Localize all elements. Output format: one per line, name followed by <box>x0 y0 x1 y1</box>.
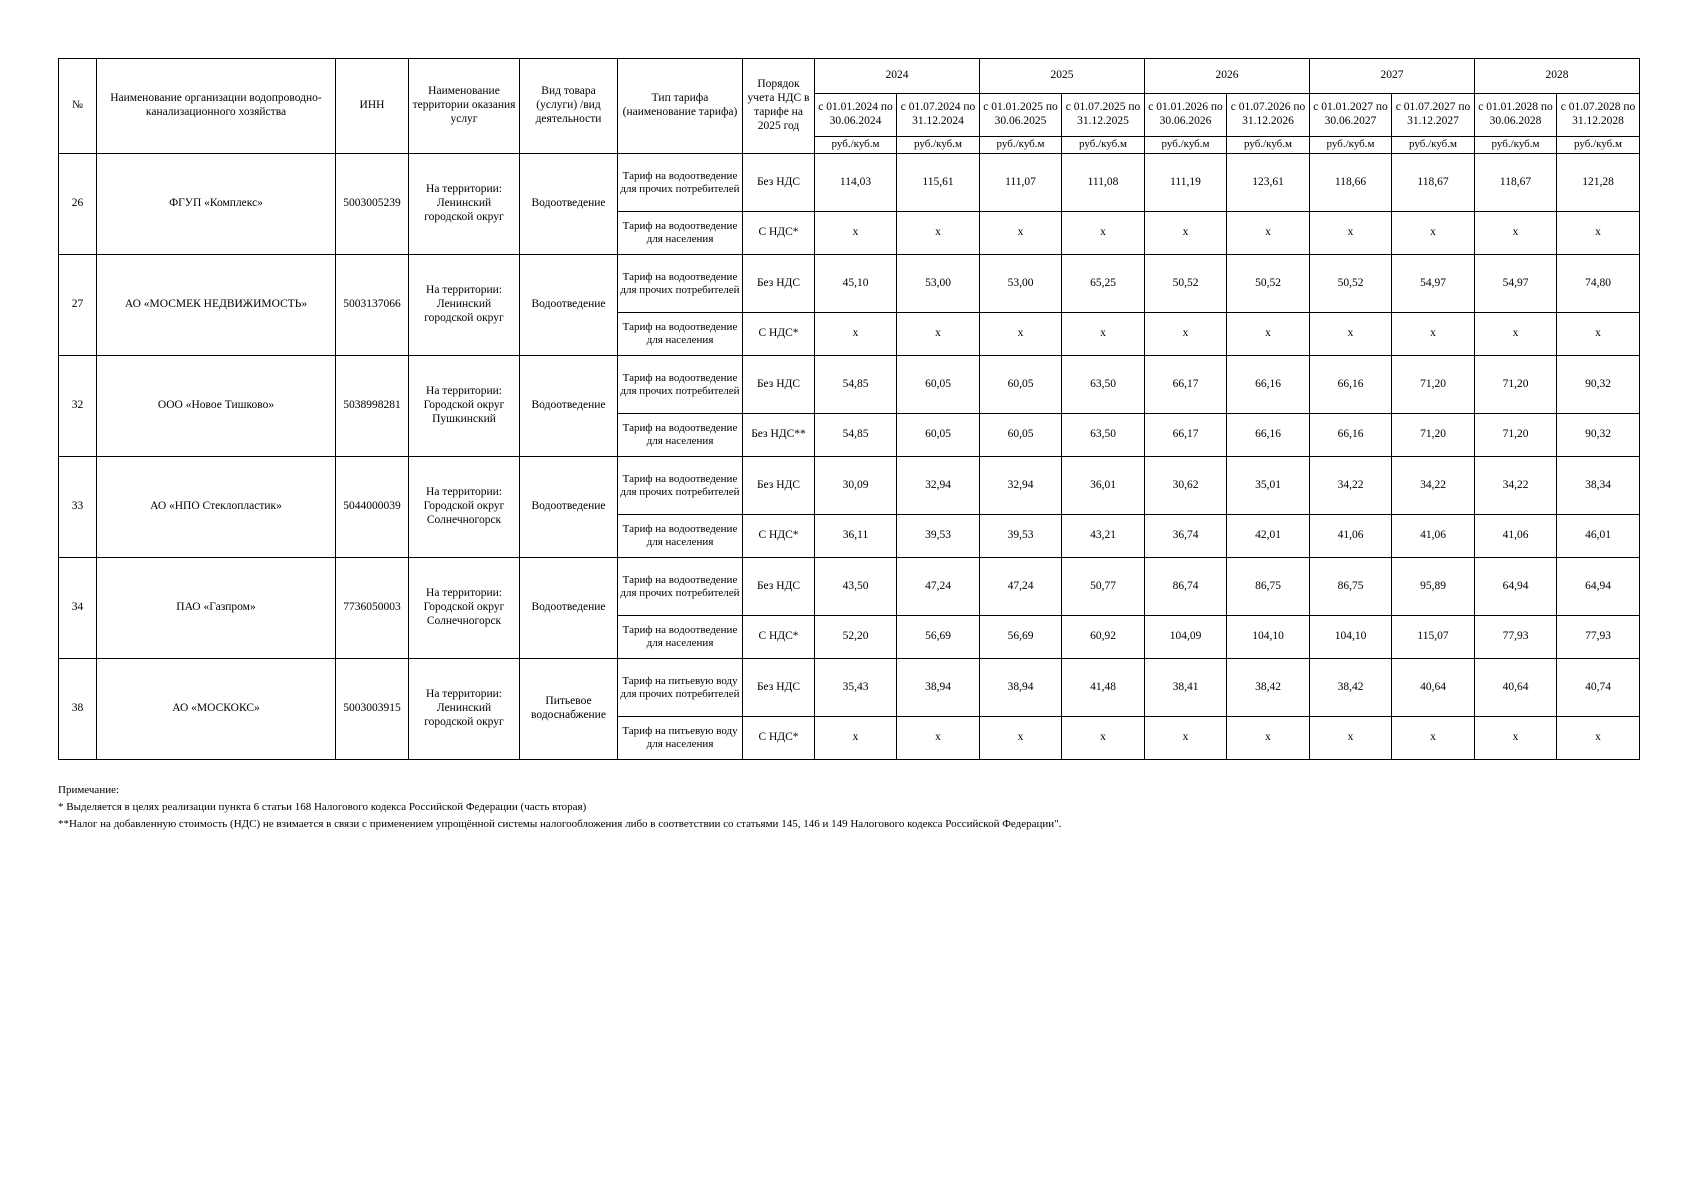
tariff-value: 36,11 <box>815 515 897 558</box>
tariff-value: 38,42 <box>1227 659 1310 717</box>
tariff-type: Тариф на водоотведение для прочих потребителей <box>618 558 743 616</box>
header-year: 2024 <box>815 59 980 94</box>
header-period: с 01.07.2025 по 31.12.2025 <box>1062 94 1145 137</box>
tariff-value: 52,20 <box>815 616 897 659</box>
tariff-value: 115,61 <box>897 154 980 212</box>
header-unit: руб./куб.м <box>1557 137 1640 154</box>
tariff-value: 47,24 <box>980 558 1062 616</box>
table-body <box>59 154 1640 760</box>
tariff-type: Тариф на водоотведение для населения <box>618 515 743 558</box>
note-line: * Выделяется в целях реализации пункта 6 статьи 168 Налогового кодекса Российской Федерации (часть вторая) <box>58 801 587 813</box>
tariff-value: 54,85 <box>815 414 897 457</box>
header-period: с 01.07.2026 по 31.12.2026 <box>1227 94 1310 137</box>
tariff-value: х <box>815 212 897 255</box>
tariff-value: 64,94 <box>1557 558 1640 616</box>
territory: На территории: Ленинский городской округ <box>409 659 520 760</box>
row-num: 27 <box>59 255 97 356</box>
goods-type: Водоотведение <box>520 356 618 457</box>
header-org: Наименование организации водопроводно-канализационного хозяйства <box>97 59 336 154</box>
table-row <box>59 558 1640 616</box>
tariff-value: х <box>1145 717 1227 760</box>
territory: На территории: Ленинский городской округ <box>409 154 520 255</box>
tariff-value: 118,66 <box>1310 154 1392 212</box>
tariff-value: 66,17 <box>1145 414 1227 457</box>
tariff-value: 123,61 <box>1227 154 1310 212</box>
tariff-type: Тариф на водоотведение для населения <box>618 212 743 255</box>
header-period: с 01.07.2027 по 31.12.2027 <box>1392 94 1475 137</box>
header-unit: руб./куб.м <box>1145 137 1227 154</box>
org-name: АО «НПО Стеклопластик» <box>97 457 336 558</box>
vat-order: С НДС* <box>743 212 815 255</box>
tariff-value: 65,25 <box>1062 255 1145 313</box>
tariff-value: 50,52 <box>1145 255 1227 313</box>
tariff-value: 71,20 <box>1475 414 1557 457</box>
header-unit: руб./куб.м <box>815 137 897 154</box>
tariff-value: 63,50 <box>1062 414 1145 457</box>
table-header <box>59 59 1640 154</box>
tariff-value: 40,74 <box>1557 659 1640 717</box>
tariff-value: 53,00 <box>897 255 980 313</box>
tariff-value: х <box>1392 717 1475 760</box>
tariff-type: Тариф на питьевую воду для населения <box>618 717 743 760</box>
tariff-value: 71,20 <box>1475 356 1557 414</box>
tariff-value: 114,03 <box>815 154 897 212</box>
tariff-value: 77,93 <box>1475 616 1557 659</box>
tariff-value: 38,41 <box>1145 659 1227 717</box>
inn: 5003137066 <box>336 255 409 356</box>
tariff-value: 77,93 <box>1557 616 1640 659</box>
tariff-value: 35,43 <box>815 659 897 717</box>
tariff-value: х <box>1310 212 1392 255</box>
inn: 5003003915 <box>336 659 409 760</box>
tariff-value: х <box>1392 313 1475 356</box>
tariff-value: 95,89 <box>1392 558 1475 616</box>
tariff-value: 38,34 <box>1557 457 1640 515</box>
tariff-value: х <box>1227 212 1310 255</box>
tariff-value: 36,01 <box>1062 457 1145 515</box>
row-num: 26 <box>59 154 97 255</box>
tariff-value: х <box>1145 313 1227 356</box>
org-name: АО «МОСКОКС» <box>97 659 336 760</box>
tariff-type: Тариф на водоотведение для прочих потребителей <box>618 154 743 212</box>
tariff-type: Тариф на водоотведение для прочих потребителей <box>618 457 743 515</box>
tariff-value: 104,10 <box>1227 616 1310 659</box>
tariff-value: х <box>1475 313 1557 356</box>
tariff-value: х <box>1310 717 1392 760</box>
header-period: с 01.01.2028 по 30.06.2028 <box>1475 94 1557 137</box>
vat-order: С НДС* <box>743 717 815 760</box>
vat-order: С НДС* <box>743 515 815 558</box>
header-period: с 01.01.2024 по 30.06.2024 <box>815 94 897 137</box>
org-name: ПАО «Газпром» <box>97 558 336 659</box>
tariff-value: 64,94 <box>1475 558 1557 616</box>
inn: 7736050003 <box>336 558 409 659</box>
tariff-value: 39,53 <box>980 515 1062 558</box>
tariff-value: 66,16 <box>1227 414 1310 457</box>
vat-order: С НДС* <box>743 313 815 356</box>
header-year: 2026 <box>1145 59 1310 94</box>
vat-order: Без НДС <box>743 659 815 717</box>
header-period: с 01.07.2028 по 31.12.2028 <box>1557 94 1640 137</box>
tariff-value: 43,21 <box>1062 515 1145 558</box>
tariff-value: 43,50 <box>815 558 897 616</box>
tariff-value: 40,64 <box>1475 659 1557 717</box>
tariff-value: 60,05 <box>897 356 980 414</box>
tariff-value: 56,69 <box>897 616 980 659</box>
table-row <box>59 255 1640 313</box>
tariff-value: 38,94 <box>897 659 980 717</box>
header-territory: Наименование территории оказания услуг <box>409 59 520 154</box>
header-unit: руб./куб.м <box>1475 137 1557 154</box>
tariff-value: 63,50 <box>1062 356 1145 414</box>
header-unit: руб./куб.м <box>1062 137 1145 154</box>
tariff-value: х <box>815 717 897 760</box>
tariff-type: Тариф на водоотведение для населения <box>618 313 743 356</box>
vat-order: Без НДС <box>743 558 815 616</box>
tariff-value: х <box>1062 212 1145 255</box>
tariff-value: х <box>1227 717 1310 760</box>
notes <box>58 782 1658 833</box>
tariff-type: Тариф на водоотведение для населения <box>618 616 743 659</box>
inn: 5038998281 <box>336 356 409 457</box>
row-num: 38 <box>59 659 97 760</box>
tariff-value: 40,64 <box>1392 659 1475 717</box>
tariff-value: х <box>980 212 1062 255</box>
tariff-value: 54,85 <box>815 356 897 414</box>
tariff-table <box>58 58 1640 760</box>
tariff-value: 36,74 <box>1145 515 1227 558</box>
territory: На территории: Городской округ Пушкинский <box>409 356 520 457</box>
header-year: 2028 <box>1475 59 1640 94</box>
tariff-value: 71,20 <box>1392 356 1475 414</box>
vat-order: Без НДС <box>743 356 815 414</box>
tariff-value: 111,19 <box>1145 154 1227 212</box>
tariff-value: х <box>1475 212 1557 255</box>
tariff-value: х <box>897 212 980 255</box>
header-inn: ИНН <box>336 59 409 154</box>
tariff-value: 50,77 <box>1062 558 1145 616</box>
header-tariff-type: Тип тарифа (наименование тарифа) <box>618 59 743 154</box>
header-year: 2025 <box>980 59 1145 94</box>
tariff-value: 47,24 <box>897 558 980 616</box>
tariff-value: 34,22 <box>1475 457 1557 515</box>
goods-type: Водоотведение <box>520 255 618 356</box>
tariff-value: 38,42 <box>1310 659 1392 717</box>
header-unit: руб./куб.м <box>897 137 980 154</box>
territory: На территории: Городской округ Солнечногорск <box>409 457 520 558</box>
tariff-value: х <box>1227 313 1310 356</box>
tariff-value: 111,08 <box>1062 154 1145 212</box>
tariff-value: 66,16 <box>1227 356 1310 414</box>
org-name: АО «МОСМЕК НЕДВИЖИМОСТЬ» <box>97 255 336 356</box>
tariff-value: 90,32 <box>1557 414 1640 457</box>
table-row <box>59 154 1640 212</box>
tariff-value: 41,06 <box>1310 515 1392 558</box>
tariff-value: 39,53 <box>897 515 980 558</box>
tariff-value: х <box>1557 717 1640 760</box>
goods-type: Питьевое водоснабжение <box>520 659 618 760</box>
tariff-type: Тариф на водоотведение для населения <box>618 414 743 457</box>
tariff-value: 86,75 <box>1310 558 1392 616</box>
tariff-value: х <box>980 313 1062 356</box>
tariff-value: 66,16 <box>1310 414 1392 457</box>
tariff-value: 66,17 <box>1145 356 1227 414</box>
row-num: 32 <box>59 356 97 457</box>
tariff-value: 71,20 <box>1392 414 1475 457</box>
tariff-value: 54,97 <box>1392 255 1475 313</box>
tariff-value: х <box>815 313 897 356</box>
tariff-value: 74,80 <box>1557 255 1640 313</box>
tariff-value: 30,62 <box>1145 457 1227 515</box>
vat-order: С НДС* <box>743 616 815 659</box>
tariff-value: 60,05 <box>980 356 1062 414</box>
tariff-value: 104,09 <box>1145 616 1227 659</box>
header-unit: руб./куб.м <box>1310 137 1392 154</box>
tariff-value: х <box>897 717 980 760</box>
tariff-value: 115,07 <box>1392 616 1475 659</box>
tariff-value: 121,28 <box>1557 154 1640 212</box>
tariff-value: х <box>1475 717 1557 760</box>
tariff-value: 41,48 <box>1062 659 1145 717</box>
tariff-value: х <box>1557 212 1640 255</box>
tariff-type: Тариф на питьевую воду для прочих потребителей <box>618 659 743 717</box>
goods-type: Водоотведение <box>520 457 618 558</box>
tariff-value: 45,10 <box>815 255 897 313</box>
inn: 5003005239 <box>336 154 409 255</box>
vat-order: Без НДС** <box>743 414 815 457</box>
header-period: с 01.01.2025 по 30.06.2025 <box>980 94 1062 137</box>
tariff-value: х <box>1392 212 1475 255</box>
tariff-value: 46,01 <box>1557 515 1640 558</box>
vat-order: Без НДС <box>743 154 815 212</box>
row-num: 34 <box>59 558 97 659</box>
tariff-value: х <box>897 313 980 356</box>
tariff-value: х <box>1557 313 1640 356</box>
header-period: с 01.01.2027 по 30.06.2027 <box>1310 94 1392 137</box>
tariff-value: х <box>1062 313 1145 356</box>
territory: На территории: Городской округ Солнечногорск <box>409 558 520 659</box>
vat-order: Без НДС <box>743 457 815 515</box>
header-unit: руб./куб.м <box>980 137 1062 154</box>
tariff-value: 60,05 <box>897 414 980 457</box>
tariff-value: 30,09 <box>815 457 897 515</box>
table-row <box>59 457 1640 515</box>
tariff-value: 86,74 <box>1145 558 1227 616</box>
org-name: ФГУП «Комплекс» <box>97 154 336 255</box>
tariff-value: 118,67 <box>1392 154 1475 212</box>
tariff-value: 50,52 <box>1310 255 1392 313</box>
table-row <box>59 356 1640 414</box>
header-unit: руб./куб.м <box>1392 137 1475 154</box>
tariff-value: 86,75 <box>1227 558 1310 616</box>
header-goods: Вид товара (услуги) /вид деятельности <box>520 59 618 154</box>
tariff-type: Тариф на водоотведение для прочих потребителей <box>618 356 743 414</box>
tariff-value: 50,52 <box>1227 255 1310 313</box>
notes-title: Примечание: <box>58 784 120 796</box>
tariff-value: 42,01 <box>1227 515 1310 558</box>
header-vat-order: Порядок учета НДС в тарифе на 2025 год <box>743 59 815 154</box>
header-num: № <box>59 59 97 154</box>
tariff-value: 35,01 <box>1227 457 1310 515</box>
tariff-value: 56,69 <box>980 616 1062 659</box>
inn: 5044000039 <box>336 457 409 558</box>
row-num: 33 <box>59 457 97 558</box>
tariff-value: х <box>980 717 1062 760</box>
org-name: ООО «Новое Тишково» <box>97 356 336 457</box>
tariff-value: 53,00 <box>980 255 1062 313</box>
tariff-value: 54,97 <box>1475 255 1557 313</box>
tariff-type: Тариф на водоотведение для прочих потребителей <box>618 255 743 313</box>
tariff-value: 90,32 <box>1557 356 1640 414</box>
header-unit: руб./куб.м <box>1227 137 1310 154</box>
tariff-value: 32,94 <box>980 457 1062 515</box>
tariff-value: 32,94 <box>897 457 980 515</box>
tariff-value: 118,67 <box>1475 154 1557 212</box>
tariff-value: х <box>1062 717 1145 760</box>
goods-type: Водоотведение <box>520 154 618 255</box>
tariff-value: 60,92 <box>1062 616 1145 659</box>
tariff-value: х <box>1145 212 1227 255</box>
tariff-value: 104,10 <box>1310 616 1392 659</box>
goods-type: Водоотведение <box>520 558 618 659</box>
tariff-value: 66,16 <box>1310 356 1392 414</box>
table-row <box>59 659 1640 717</box>
tariff-value: 111,07 <box>980 154 1062 212</box>
vat-order: Без НДС <box>743 255 815 313</box>
tariff-value: х <box>1310 313 1392 356</box>
tariff-value: 60,05 <box>980 414 1062 457</box>
territory: На территории: Ленинский городской округ <box>409 255 520 356</box>
header-period: с 01.07.2024 по 31.12.2024 <box>897 94 980 137</box>
tariff-value: 34,22 <box>1392 457 1475 515</box>
tariff-value: 38,94 <box>980 659 1062 717</box>
header-year: 2027 <box>1310 59 1475 94</box>
tariff-value: 41,06 <box>1475 515 1557 558</box>
header-period: с 01.01.2026 по 30.06.2026 <box>1145 94 1227 137</box>
tariff-value: 41,06 <box>1392 515 1475 558</box>
note-line: **Налог на добавленную стоимость (НДС) не взимается в связи с применением упрощённой системы налогообложения либо в соответствии со статьями 145, 146 и 149 Налогового кодекса Российской Федерации". <box>58 818 1062 830</box>
tariff-value: 34,22 <box>1310 457 1392 515</box>
